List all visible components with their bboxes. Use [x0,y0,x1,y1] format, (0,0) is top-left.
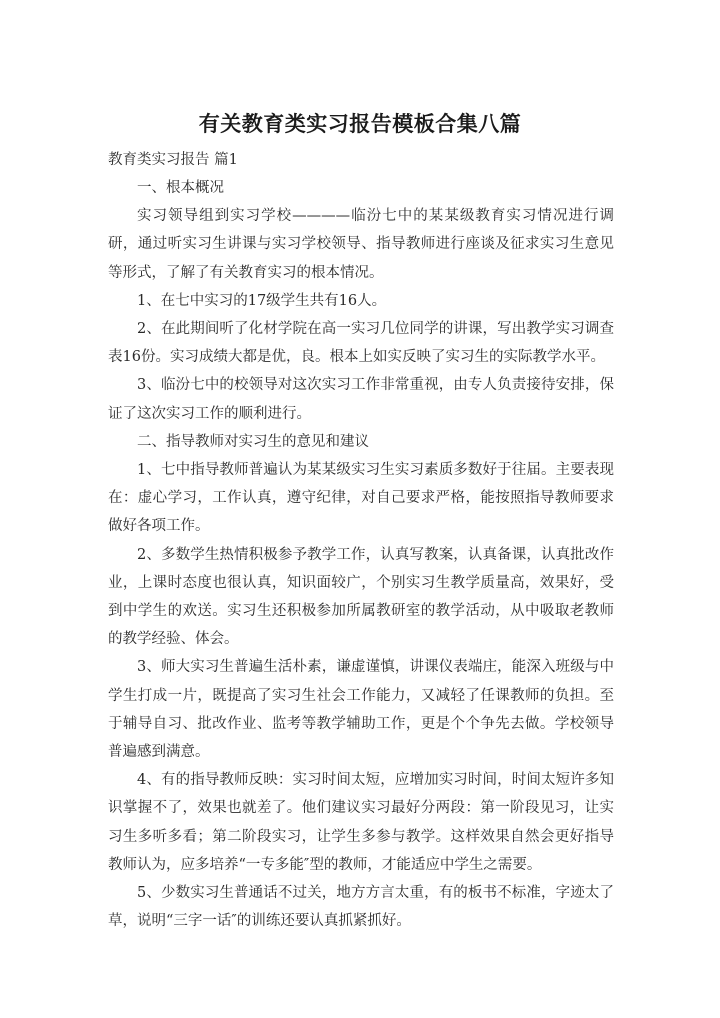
paragraph-feedback-3: 3、师大实习生普遍生活朴素，谦虚谨慎，讲课仪表端庄，能深入班级与中学生打成一片，既提高了实习生社会工作能力，又减轻了任课教师的负担。至于辅导自习、批改作业、监考等教学辅助工作，更是个个争先去做。学校领导普遍感到满意。 [108,659,614,761]
document-body [108,174,614,935]
paragraph-feedback-2: 2、多数学生热情积极参予教学工作，认真写教案，认真备课，认真批改作业，上课时态度也很认真，知识面较广，个别实习生教学质量高，效果好，受到中学生的欢送。实习生还积极参加所属教研室的教学活动，从中吸取老教师的教学经验、体会。 [108,546,614,648]
paragraph-item-1: 1、在七中实习的17级学生共有16人。 [137,292,387,309]
paragraph-overview: 实习领导组到实习学校————临汾七中的某某级教育实习情况进行调研，通过听实习生讲课与实习学校领导、指导教师进行座谈及征求实习生意见等形式，了解了有关教育实习的根本情况。 [108,208,614,281]
paragraph-feedback-4: 4、有的指导教师反映：实习时间太短，应增加实习时间，时间太短许多知识掌握不了，效果也就差了。他们建议实习最好分两段：第一阶段见习，让实习生多听多看；第二阶段实习，让学生多参与教学。这样效果自然会更好指导教师认为，应多培养“一专多能″型的教师，才能适应中学生之需要。 [108,772,614,873]
document-title: 有关教育类实习报告模板合集八篇 [198,112,522,136]
paragraph-feedback-1: 1、七中指导教师普遍认为某某级实习生实习素质多数好于往届。主要表现在：虚心学习，工作认真，遵守纪律，对自己要求严格，能按照指导教师要求做好各项工作。 [108,462,614,535]
paragraph-item-3: 3、临汾七中的校领导对这次实习工作非常重视，由专人负责接待安排，保证了这次实习工作的顺利进行。 [108,377,614,422]
heading-basic-overview: 一、根本概况 [137,180,224,196]
paragraph-feedback-5: 5、少数实习生普通话不过关，地方方言太重，有的板书不标准，字迹太了草，说明“三字一话″的训练还要认真抓紧抓好。 [108,885,614,930]
heading-teacher-feedback: 二、指导教师对实习生的意见和建议 [137,433,369,450]
paragraph-item-2: 2、在此期间听了化材学院在高一实习几位同学的讲课，写出教学实习调查表16份。实习成绩大都是优，良。根本上如实反映了实习生的实际教学水平。 [108,321,614,366]
section-heading: 教育类实习报告 篇1 [108,152,238,168]
